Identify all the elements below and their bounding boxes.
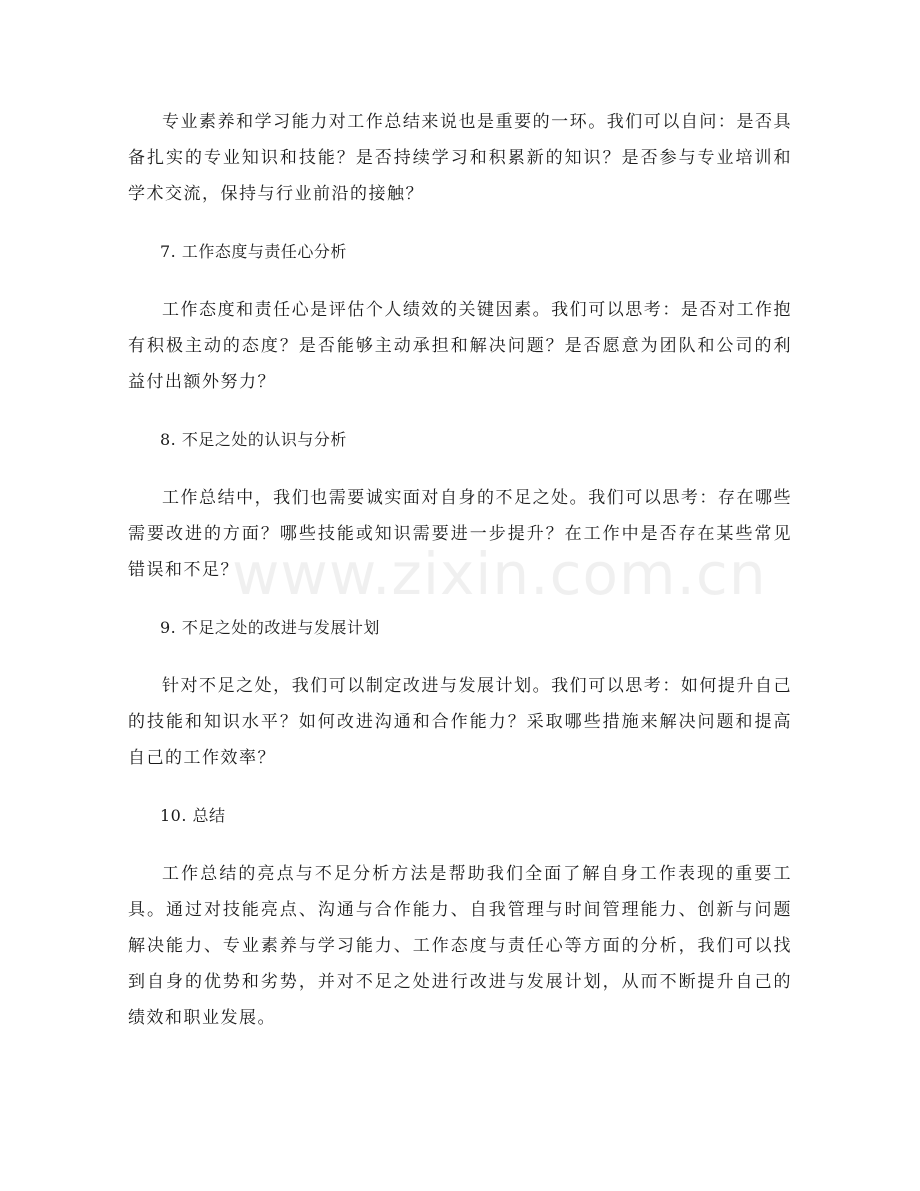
paragraph-summary: 工作总结的亮点与不足分析方法是帮助我们全面了解自身工作表现的重要工具。通过对技能亮点、沟通与合作能力、自我管理与时间管理能力、创新与问题解决能力、专业素养与学习能力、工作态度与责任心等方面的分析，我们可以找到自身的优势和劣势，并对不足之处进行改进与发展计划，从而不断提升自己的绩效和职业发展。	[128, 864, 792, 1028]
paragraph-improvement-plan: 针对不足之处，我们可以制定改进与发展计划。我们可以思考：如何提升自己的技能和知识水平？如何改进沟通和合作能力？采取哪些措施来解决问题和提高自己的工作效率？	[128, 676, 792, 768]
section-heading-9: 9. 不足之处的改进与发展计划	[160, 618, 380, 637]
paragraph-professional-skills: 专业素养和学习能力对工作总结来说也是重要的一环。我们可以自问：是否具备扎实的专业知识和技能？是否持续学习和积累新的知识？是否参与专业培训和学术交流，保持与行业前沿的接触？	[128, 112, 792, 204]
paragraph-shortcomings: 工作总结中，我们也需要诚实面对自身的不足之处。我们可以思考：存在哪些需要改进的方面？哪些技能或知识需要进一步提升？在工作中是否存在某些常见错误和不足？	[128, 488, 792, 580]
section-heading-10: 10. 总结	[160, 806, 226, 825]
paragraph-work-attitude: 工作态度和责任心是评估个人绩效的关键因素。我们可以思考：是否对工作抱有积极主动的态度？是否能够主动承担和解决问题？是否愿意为团队和公司的利益付出额外努力？	[128, 300, 792, 392]
section-heading-8: 8. 不足之处的认识与分析	[160, 430, 347, 449]
section-heading-7: 7. 工作态度与责任心分析	[160, 242, 347, 261]
watermark: www.zixin.com.cn	[232, 540, 767, 608]
